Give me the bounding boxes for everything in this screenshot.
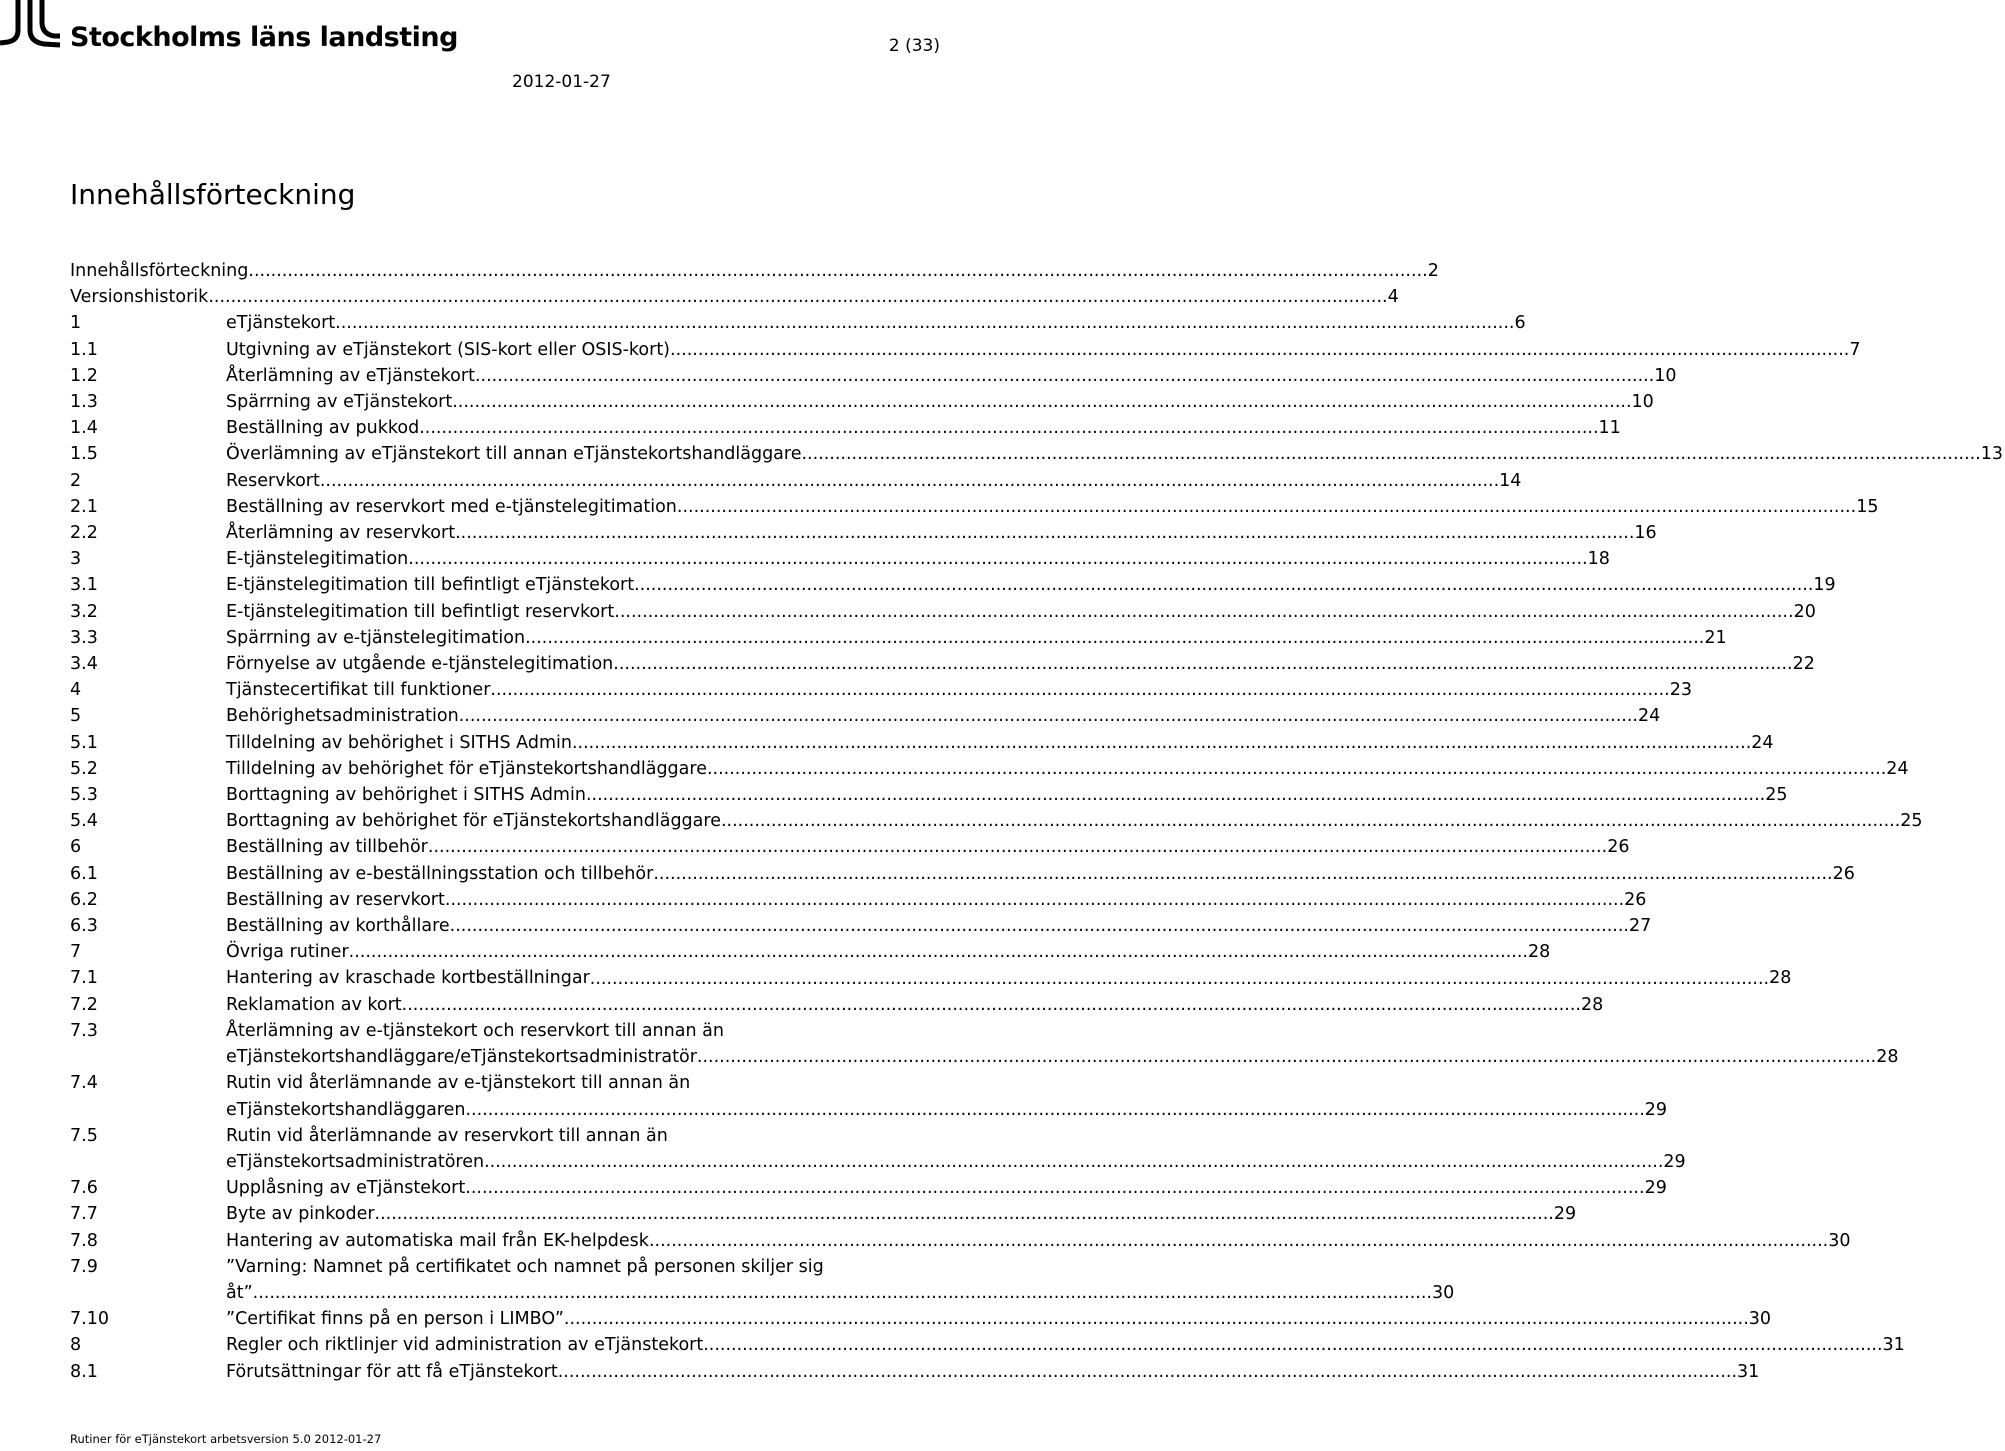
- toc-entry[interactable]: [70, 887, 1647, 913]
- toc-dot-leader: [375, 1201, 1554, 1227]
- toc-entry[interactable]: [70, 808, 1923, 834]
- toc-entry-page: 30: [1748, 1309, 1772, 1330]
- toc-entry-label: Återlämning av e-tjänstekort och reservkort till annan än: [226, 1020, 724, 1041]
- toc-entry-label: Borttagning av behörighet i SITHS Admin: [226, 785, 586, 806]
- toc-entry-number: 6.3: [70, 916, 98, 937]
- toc-entry[interactable]: [70, 415, 1621, 441]
- toc-entry-label: Återlämning av eTjänstekort: [226, 365, 475, 386]
- toc-dot-leader: [614, 599, 1793, 625]
- toc-entry-number: 8.1: [70, 1361, 98, 1382]
- toc-entry-label: Beställning av korthållare: [226, 916, 450, 937]
- toc-entry-page: 29: [1663, 1151, 1686, 1172]
- toc-entry[interactable]: [70, 520, 1657, 546]
- toc-entry-number: 3.3: [70, 627, 98, 648]
- toc-dot-leader: [208, 284, 1387, 310]
- toc-entry-page: 6: [1514, 313, 1526, 334]
- toc-entry-label: E-tjänstelegitimation till befintligt reservkort: [226, 601, 615, 622]
- toc-entry[interactable]: [70, 861, 1855, 887]
- toc-entry-page: 23: [1669, 680, 1692, 701]
- toc-entry[interactable]: [70, 677, 1692, 703]
- toc-entry-number: 7.2: [70, 994, 98, 1015]
- toc-entry-number: 7.4: [70, 1073, 98, 1094]
- toc-entry-page: 10: [1631, 392, 1654, 413]
- toc-entry-label: E-tjänstelegitimation: [226, 549, 409, 570]
- toc-entry[interactable]: [70, 756, 1909, 782]
- toc-entry[interactable]: [70, 782, 1788, 808]
- toc-entry-continuation[interactable]: [70, 1280, 1455, 1306]
- toc-dot-leader: [253, 1280, 1432, 1306]
- toc-entry-page: 24: [1751, 732, 1774, 753]
- toc-entry-page: 31: [1882, 1335, 1905, 1356]
- toc-dot-leader: [525, 625, 1704, 651]
- toc-entry[interactable]: [70, 834, 1630, 860]
- toc-entry-page: 18: [1587, 549, 1610, 570]
- toc-entry-label: Övriga rutiner: [226, 942, 349, 963]
- toc-dot-leader: [402, 992, 1581, 1018]
- toc-entry[interactable]: [70, 913, 1652, 939]
- toc-entry-label: Spärrning av eTjänstekort: [226, 392, 453, 413]
- toc-entry-page: 10: [1654, 365, 1677, 386]
- toc-entry-label: Tilldelning av behörighet i SITHS Admin: [226, 732, 572, 753]
- toc-entry-page: 25: [1900, 811, 1923, 832]
- toc-entry[interactable]: [70, 651, 1815, 677]
- toc-entry-label: Beställning av reservkort med e-tjänstelegitimation: [226, 496, 677, 517]
- toc-entry-page: 24: [1886, 758, 1909, 779]
- toc-entry-page: 19: [1813, 575, 1836, 596]
- toc-entry-number: 7.10: [70, 1309, 109, 1330]
- toc-dot-leader: [558, 1359, 1737, 1385]
- toc-entry-page: 29: [1553, 1204, 1577, 1225]
- sll-logo-icon: [0, 0, 60, 50]
- toc-entry-page: 13: [1980, 444, 2004, 465]
- toc-dot-leader: [465, 1175, 1644, 1201]
- toc-entry-number: 1.2: [70, 365, 98, 386]
- toc-entry[interactable]: [70, 1306, 1772, 1332]
- toc-entry-label: E-tjänstelegitimation till befintligt eTjänstekort: [226, 575, 635, 596]
- toc-entry-label: Utgivning av eTjänstekort (SIS-kort eller OSIS-kort): [226, 339, 671, 360]
- toc-entry[interactable]: [70, 965, 1792, 991]
- toc-dot-leader: [613, 651, 1792, 677]
- toc-dot-leader: [484, 1149, 1663, 1175]
- toc-dot-leader: [320, 468, 1499, 494]
- footer-text: Rutiner för eTjänstekort arbetsversion 5.0 2012-01-27: [70, 1432, 382, 1446]
- toc-dot-leader: [670, 337, 1849, 363]
- toc-entry-label-continued: eTjänstekortshandläggaren: [226, 1099, 466, 1120]
- toc-entry-label: Spärrning av e-tjänstelegitimation: [226, 627, 526, 648]
- toc-dot-leader: [428, 834, 1607, 860]
- document-date: 2012-01-27: [512, 72, 611, 92]
- toc-entry-label: Återlämning av reservkort: [226, 523, 456, 544]
- toc-entry-number: 2.1: [70, 496, 98, 517]
- toc-entry-label: Överlämning av eTjänstekort till annan eTjänstekortshandläggare: [226, 444, 802, 465]
- toc-dot-leader: [459, 703, 1638, 729]
- toc-entry-label: Byte av pinkoder: [226, 1204, 375, 1225]
- toc-entry-continuation[interactable]: [70, 1044, 1899, 1070]
- toc-dot-leader: [445, 887, 1624, 913]
- toc-entry-number: 1.3: [70, 392, 98, 413]
- toc-dot-leader: [801, 441, 1980, 467]
- toc-entry[interactable]: [70, 599, 1816, 625]
- toc-entry-number: 5.4: [70, 811, 98, 832]
- toc-entry-page: 14: [1499, 470, 1522, 491]
- toc-entry-continuation[interactable]: [70, 1097, 1668, 1123]
- toc-dot-leader: [419, 415, 1598, 441]
- toc-dot-leader: [721, 808, 1900, 834]
- toc-entry-label-continued: eTjänstekortsadministratören: [226, 1151, 485, 1172]
- toc-entry-page: 30: [1828, 1230, 1851, 1251]
- toc-entry-page: 26: [1624, 889, 1647, 910]
- toc-dot-leader: [653, 861, 1832, 887]
- toc-entry[interactable]: [70, 494, 1879, 520]
- toc-entry-number: 1.5: [70, 444, 98, 465]
- toc-entry-label-continued: åt”: [226, 1282, 253, 1303]
- toc-entry-number: 1: [70, 313, 82, 334]
- toc-entry-number: 6: [70, 837, 82, 858]
- toc-entry-label: Tjänstecertifikat till funktioner: [226, 680, 491, 701]
- toc-entry-number: 5.1: [70, 732, 98, 753]
- table-of-contents: [70, 258, 2004, 1385]
- toc-entry-label: Borttagning av behörighet för eTjänstekortshandläggare: [226, 811, 721, 832]
- toc-entry-number: 6.2: [70, 889, 98, 910]
- toc-entry-number: 3: [70, 549, 82, 570]
- toc-entry[interactable]: [70, 284, 1399, 310]
- toc-entry[interactable]: [70, 1228, 1851, 1254]
- toc-entry-label: Behörighetsadministration: [226, 706, 459, 727]
- toc-entry-label: Beställning av pukkod: [226, 418, 420, 439]
- toc-entry-page: 2: [1427, 261, 1439, 281]
- toc-entry-page: 30: [1431, 1282, 1455, 1303]
- toc-entry-label: Reklamation av kort: [226, 994, 402, 1015]
- toc-dot-leader: [349, 939, 1528, 965]
- toc-dot-leader: [455, 520, 1634, 546]
- toc-entry-number: 7.8: [70, 1230, 98, 1251]
- toc-entry-continuation[interactable]: [70, 1149, 1686, 1175]
- toc-entry[interactable]: [70, 337, 1861, 363]
- toc-entry[interactable]: [70, 1018, 960, 1044]
- toc-entry-page: 27: [1628, 916, 1652, 937]
- toc-dot-leader: [590, 966, 1769, 992]
- toc-entry-page: 29: [1644, 1178, 1667, 1199]
- toc-entry-page: 28: [1580, 994, 1604, 1015]
- toc-entry[interactable]: [70, 468, 1522, 494]
- toc-entry-label-continued: eTjänstekortshandläggare/eTjänstekortsadministratör: [226, 1047, 697, 1068]
- toc-dot-leader: [450, 913, 1629, 939]
- toc-entry-label: ”Varning: Namnet på certifikatet och namnet på personen skiljer sig: [226, 1256, 824, 1277]
- toc-entry[interactable]: [70, 1332, 1905, 1358]
- toc-entry-number: 7.9: [70, 1256, 98, 1277]
- toc-entry[interactable]: [70, 441, 2004, 467]
- toc-entry-label: Rutin vid återlämnande av e-tjänstekort till annan än: [226, 1073, 691, 1094]
- toc-entry-page: 16: [1634, 523, 1657, 544]
- toc-dot-leader: [572, 730, 1751, 756]
- toc-dot-leader: [677, 494, 1856, 520]
- toc-entry-page: 4: [1387, 287, 1399, 308]
- toc-dot-leader: [634, 572, 1813, 598]
- toc-entry-number: 5.2: [70, 758, 98, 779]
- toc-entry-number: 1.1: [70, 339, 98, 360]
- toc-entry-page: 15: [1856, 496, 1879, 517]
- toc-entry-number: 3.4: [70, 654, 98, 675]
- toc-entry-page: 28: [1876, 1047, 1899, 1068]
- toc-dot-leader: [697, 1044, 1876, 1070]
- toc-entry-label: Hantering av kraschade kortbeställningar: [226, 968, 590, 989]
- toc-entry-number: 4: [70, 680, 82, 701]
- organization-name: Stockholms läns landsting: [70, 22, 458, 53]
- toc-entry[interactable]: [70, 703, 1661, 729]
- toc-heading: Innehållsförteckning: [70, 178, 356, 211]
- toc-entry-label: Beställning av e-beställningsstation och tillbehör: [226, 863, 654, 884]
- toc-dot-leader: [452, 389, 1631, 415]
- toc-entry-label: Regler och riktlinjer vid administration av eTjänstekort: [226, 1335, 704, 1356]
- page-indicator: 2 (33): [888, 36, 940, 56]
- toc-entry-label: Innehållsförteckning: [70, 261, 249, 281]
- toc-entry[interactable]: [70, 258, 1439, 284]
- toc-dot-leader: [707, 756, 1886, 782]
- toc-entry-label: Hantering av automatiska mail från EK-helpdesk: [226, 1230, 649, 1251]
- toc-entry-label: Beställning av reservkort: [226, 889, 445, 910]
- toc-entry[interactable]: [70, 939, 1551, 965]
- toc-dot-leader: [465, 1097, 1644, 1123]
- toc-dot-leader: [408, 546, 1587, 572]
- toc-entry[interactable]: [70, 625, 1727, 651]
- toc-entry[interactable]: [70, 572, 1836, 598]
- toc-entry-number: 5: [70, 706, 82, 727]
- toc-entry-page: 20: [1793, 601, 1816, 622]
- toc-entry-label: ”Certifikat finns på en person i LIMBO”.: [226, 1309, 570, 1330]
- toc-entry-number: 6.1: [70, 863, 98, 884]
- toc-entry[interactable]: [70, 310, 1526, 336]
- toc-entry[interactable]: [70, 1070, 960, 1096]
- toc-entry-number: 7: [70, 942, 82, 963]
- toc-entry[interactable]: [70, 1201, 1577, 1227]
- toc-entry-number: 2.2: [70, 523, 98, 544]
- toc-entry[interactable]: [70, 389, 1654, 415]
- toc-entry-number: 7.7: [70, 1204, 98, 1225]
- toc-entry[interactable]: [70, 992, 1604, 1018]
- toc-dot-leader: [335, 310, 1514, 336]
- toc-entry-number: 2: [70, 470, 82, 491]
- toc-entry-label: eTjänstekort: [226, 313, 336, 334]
- toc-entry-page: 24: [1638, 706, 1661, 727]
- toc-entry-page: 29: [1644, 1099, 1668, 1120]
- toc-dot-leader: [475, 363, 1654, 389]
- toc-entry[interactable]: [70, 363, 1677, 389]
- toc-entry-number: 1.4: [70, 418, 98, 439]
- toc-entry[interactable]: [70, 1254, 960, 1280]
- toc-entry-page: 26: [1832, 863, 1855, 884]
- toc-entry[interactable]: [70, 546, 1610, 572]
- toc-dot-leader: [703, 1332, 1882, 1358]
- toc-entry-number: 8: [70, 1335, 82, 1356]
- toc-dot-leader: [569, 1306, 1748, 1332]
- toc-entry-page: 25: [1765, 785, 1788, 806]
- toc-dot-leader: [490, 677, 1669, 703]
- toc-entry-label: Versionshistorik: [70, 287, 209, 308]
- toc-entry-number: 7.5: [70, 1125, 98, 1146]
- toc-entry-page: 22: [1792, 654, 1815, 675]
- toc-entry-page: 28: [1769, 968, 1792, 989]
- toc-entry-page: 21: [1704, 627, 1727, 648]
- toc-entry-label: Reservkort: [226, 470, 320, 491]
- toc-entry-label: Förnyelse av utgående e-tjänstelegitimation: [226, 654, 614, 675]
- toc-entry-label: Förutsättningar för att få eTjänstekort: [226, 1361, 558, 1382]
- toc-entry-number: 3.2: [70, 601, 98, 622]
- toc-entry-page: 26: [1607, 837, 1630, 858]
- toc-entry-number: 7.3: [70, 1020, 98, 1041]
- toc-dot-leader: [649, 1228, 1828, 1254]
- toc-entry-label: Upplåsning av eTjänstekort: [226, 1178, 466, 1199]
- toc-entry[interactable]: [70, 1175, 1667, 1201]
- toc-entry-number: 7.6: [70, 1178, 98, 1199]
- toc-entry[interactable]: [70, 730, 1774, 756]
- toc-entry[interactable]: [70, 1123, 960, 1149]
- toc-entry-page: 7: [1849, 339, 1861, 360]
- toc-entry-label: Tilldelning av behörighet för eTjänstekortshandläggare: [226, 758, 707, 779]
- toc-entry[interactable]: [70, 1359, 1760, 1385]
- toc-entry-number: 7.1: [70, 968, 98, 989]
- toc-entry-page: 28: [1527, 942, 1551, 963]
- toc-entry-label: Rutin vid återlämnande av reservkort till annan än: [226, 1125, 668, 1146]
- toc-entry-number: 5.3: [70, 785, 98, 806]
- toc-entry-page: 31: [1737, 1361, 1760, 1382]
- toc-entry-page: 11: [1598, 418, 1621, 439]
- toc-entry-label: Beställning av tillbehör: [226, 837, 428, 858]
- toc-entry-number: 3.1: [70, 575, 98, 596]
- toc-dot-leader: [248, 258, 1427, 284]
- toc-dot-leader: [586, 782, 1765, 808]
- organization-logo: [0, 0, 458, 60]
